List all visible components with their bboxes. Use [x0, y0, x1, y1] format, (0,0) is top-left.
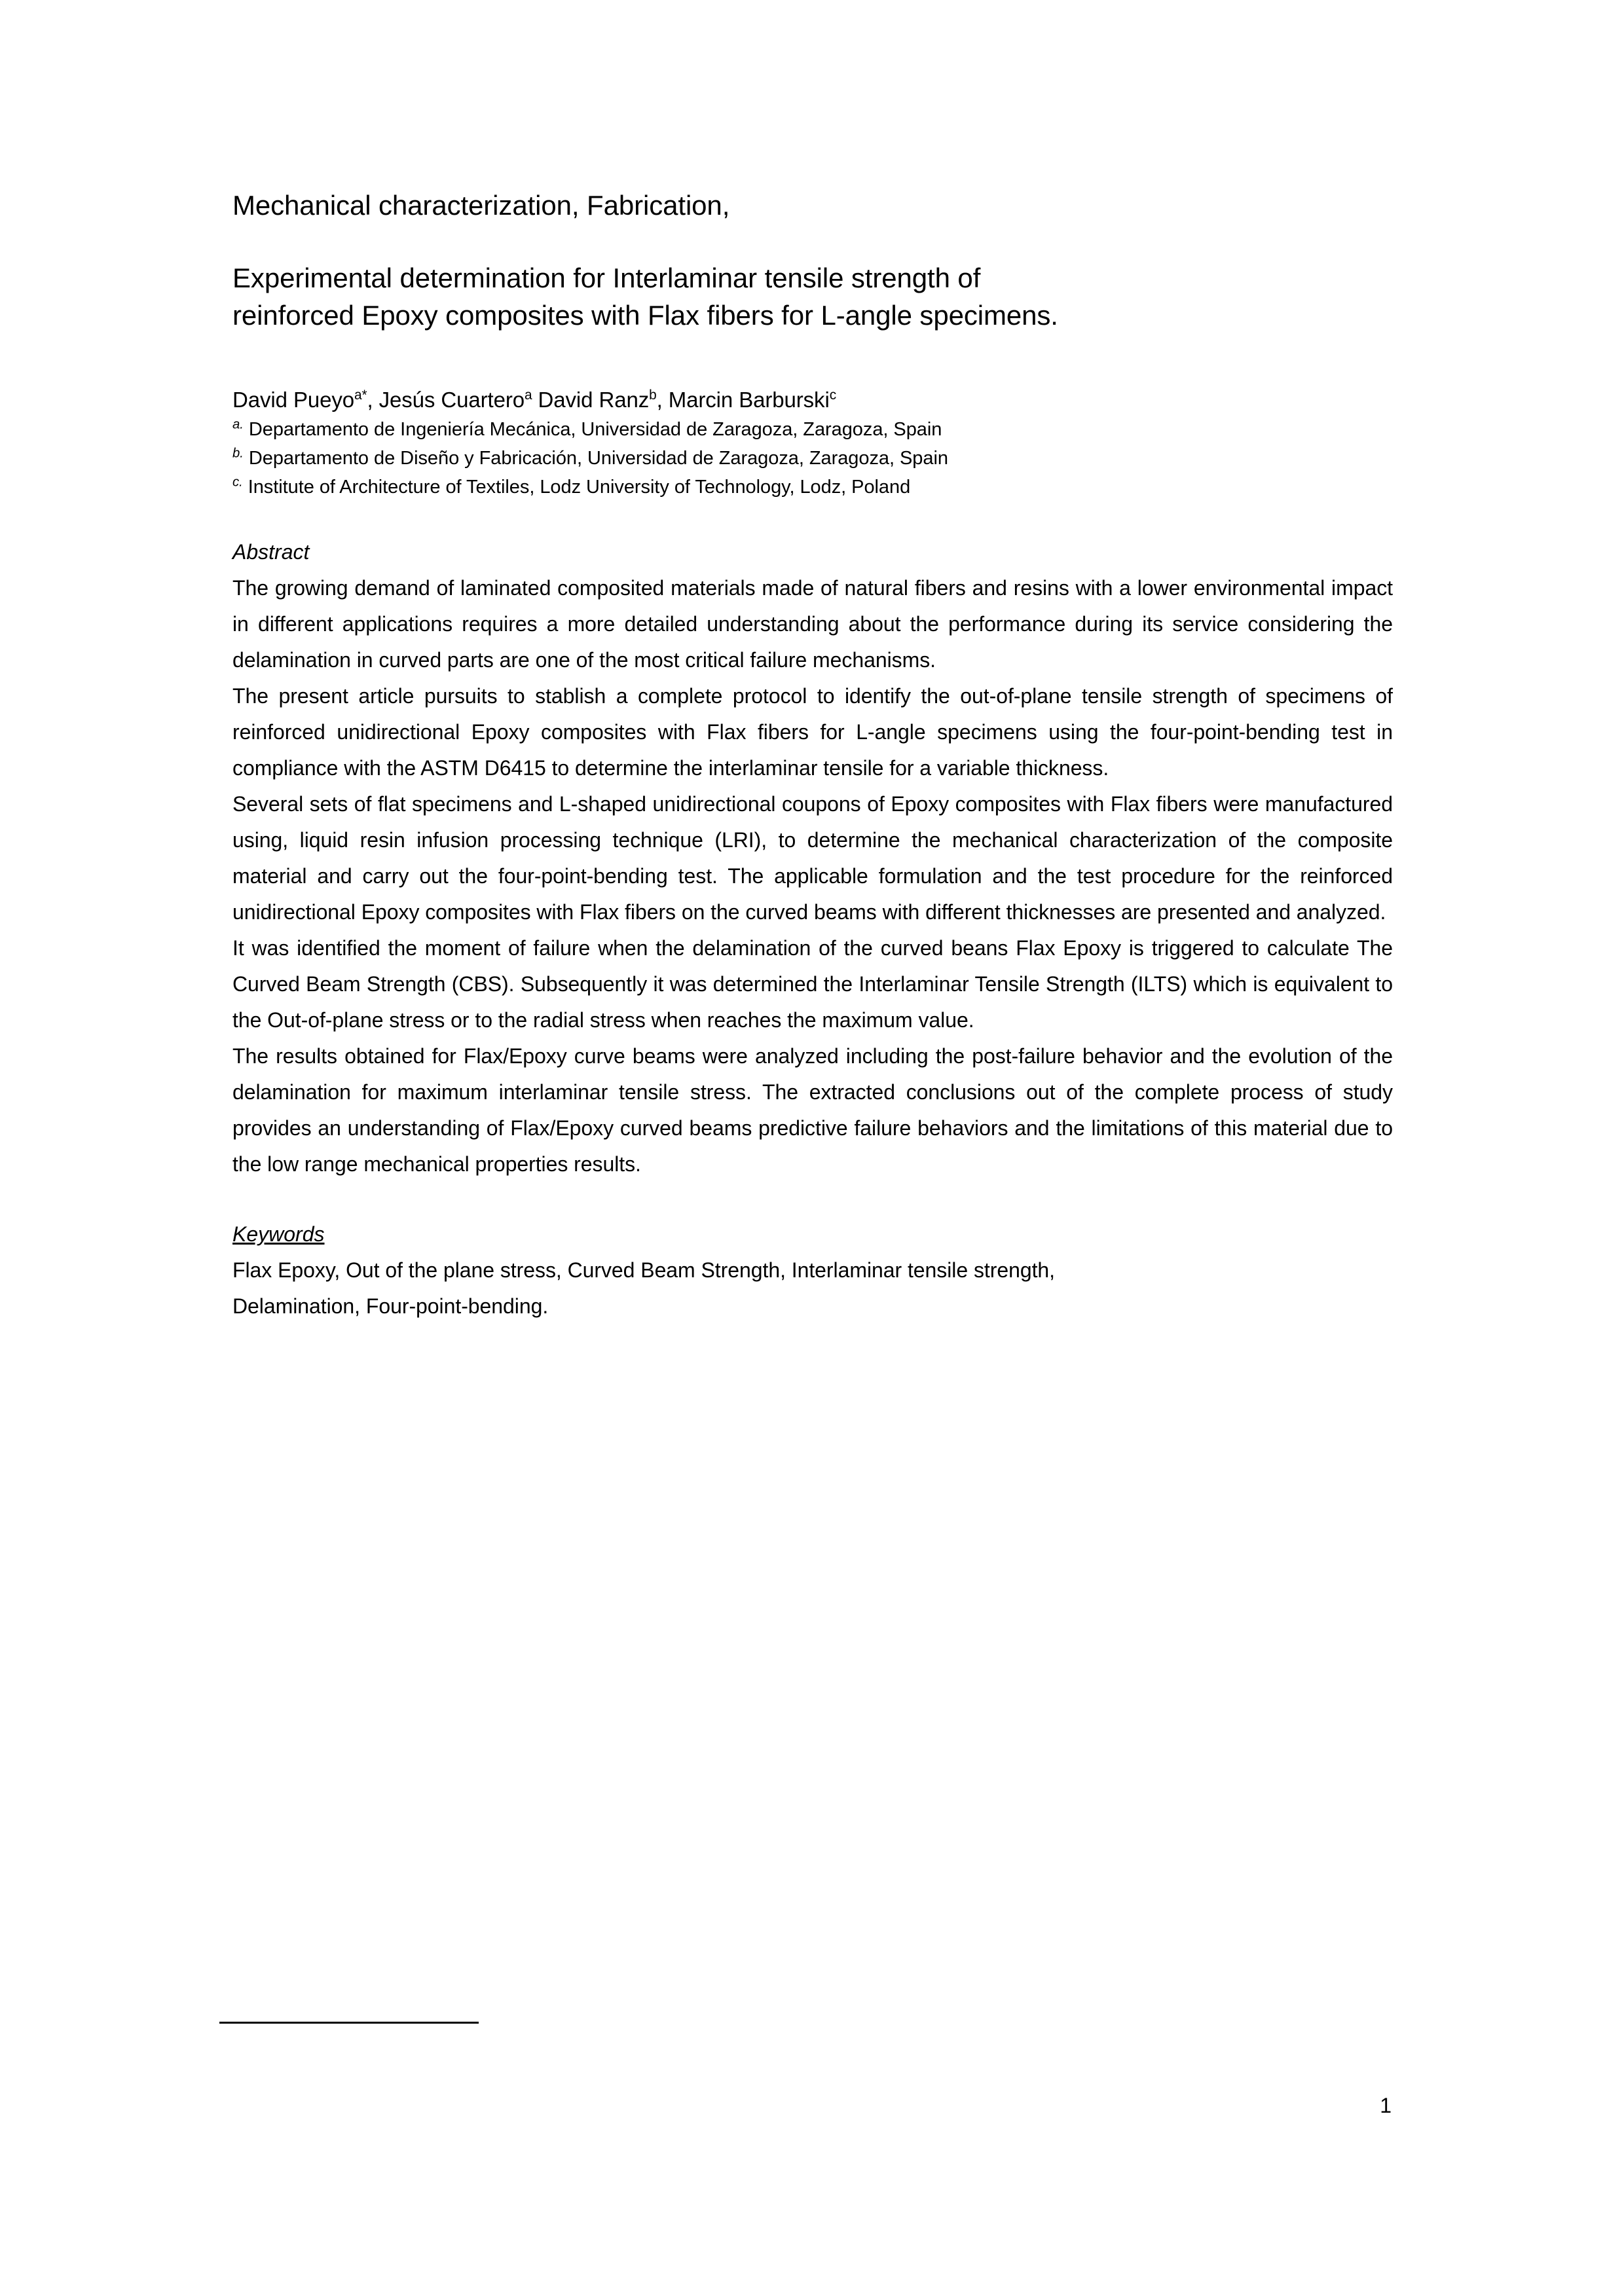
footnote-separator-rule — [219, 2022, 479, 2024]
author-marker-4: c — [829, 388, 836, 403]
affiliation-marker-b: b. — [232, 446, 244, 461]
affiliation-marker-a: a. — [232, 417, 244, 432]
affiliation-text-a: Departamento de Ingeniería Mecánica, Universidad de Zaragoza, Zaragoza, Spain — [248, 419, 942, 440]
author-list — [232, 385, 1393, 415]
abstract-paragraph-1: The growing demand of laminated composited materials made of natural fibers and resins with a lower environmental impact in different applications requires a more detailed understanding about the performance during its service considering the delamination in curved parts are one of the most critical failure mechanisms. — [232, 576, 1393, 672]
author-name-4: Marcin Barburski — [668, 388, 830, 412]
author-marker-1: a* — [354, 388, 367, 403]
affiliation-text-c: Institute of Architecture of Textiles, Lodz University of Technology, Lodz, Poland — [248, 477, 911, 498]
author-marker-2: a — [524, 388, 532, 403]
page-title-line-3: reinforced Epoxy composites with Flax fibers for L-angle specimens. — [232, 300, 1058, 331]
author-name-1: David Pueyo — [232, 388, 355, 412]
page-title-line-1: Mechanical characterization, Fabrication, — [232, 190, 730, 221]
author-separator-1: , — [367, 388, 379, 412]
abstract-heading: Abstract — [232, 540, 310, 564]
affiliation-line-b — [232, 444, 1393, 473]
abstract-paragraph-5: The results obtained for Flax/Epoxy curve beams were analyzed including the post-failure behavior and the evolution of the delamination for maximum interlaminar tensile stress. The extracted conclusions out of the complete process of study provides an understanding of Flax/Epoxy curved beams predictive failure behaviors and the limitations of this material due to the low range mechanical properties results. — [232, 1044, 1393, 1176]
author-marker-3: b — [649, 388, 657, 403]
page-number: 1 — [1380, 2094, 1392, 2117]
affiliation-line-c — [232, 473, 1393, 501]
page-content-column — [232, 0, 1393, 1324]
affiliation-marker-c: c. — [232, 475, 243, 490]
author-name-3: David Ranz — [538, 388, 650, 412]
affiliation-line-a — [232, 415, 1393, 444]
affiliation-text-b: Departamento de Diseño y Fabricación, Universidad de Zaragoza, Zaragoza, Spain — [248, 448, 948, 469]
keywords-heading-wrap — [232, 1216, 1393, 1252]
author-separator-3: , — [656, 388, 669, 412]
abstract-paragraph-4: It was identified the moment of failure when the delamination of the curved beans Flax Epoxy is triggered to calculate The Curved Beam Strength (CBS). Subsequently it was determined the Interlaminar Tensile Strength (ILTS) which is equivalent to the Out-of-plane stress or to the radial stress when reaches the maximum value. — [232, 936, 1393, 1032]
abstract-paragraph-3: Several sets of flat specimens and L-shaped unidirectional coupons of Epoxy composites with Flax fibers were manufactured using, liquid resin infusion processing technique (LRI), to determine the mechanical characterization of the composite material and carry out the four-point-bending test. The applicable formulation and the test procedure for the reinforced unidirectional Epoxy composites with Flax fibers on the curved beams with different thicknesses are presented and analyzed. — [232, 792, 1393, 924]
keywords-heading: Keywords — [232, 1222, 325, 1246]
page-title-line-2: Experimental determination for Interlaminar tensile strength of — [232, 263, 981, 293]
abstract-paragraph-2: The present article pursuits to stablish a complete protocol to identify the out-of-plane tensile strength of specimens of reinforced unidirectional Epoxy composites with Flax fibers for L-angle specimens using the four-point-bending test in compliance with the ASTM D6415 to determine the interlaminar tensile for a variable thickness. — [232, 684, 1393, 780]
keywords-line-1: Flax Epoxy, Out of the plane stress, Curved Beam Strength, Interlaminar tensile strength, — [232, 1258, 1056, 1282]
author-name-2: Jesús Cuartero — [378, 388, 525, 412]
keywords-line-2: Delamination, Four-point-bending. — [232, 1294, 549, 1318]
author-separator-2 — [532, 388, 538, 412]
